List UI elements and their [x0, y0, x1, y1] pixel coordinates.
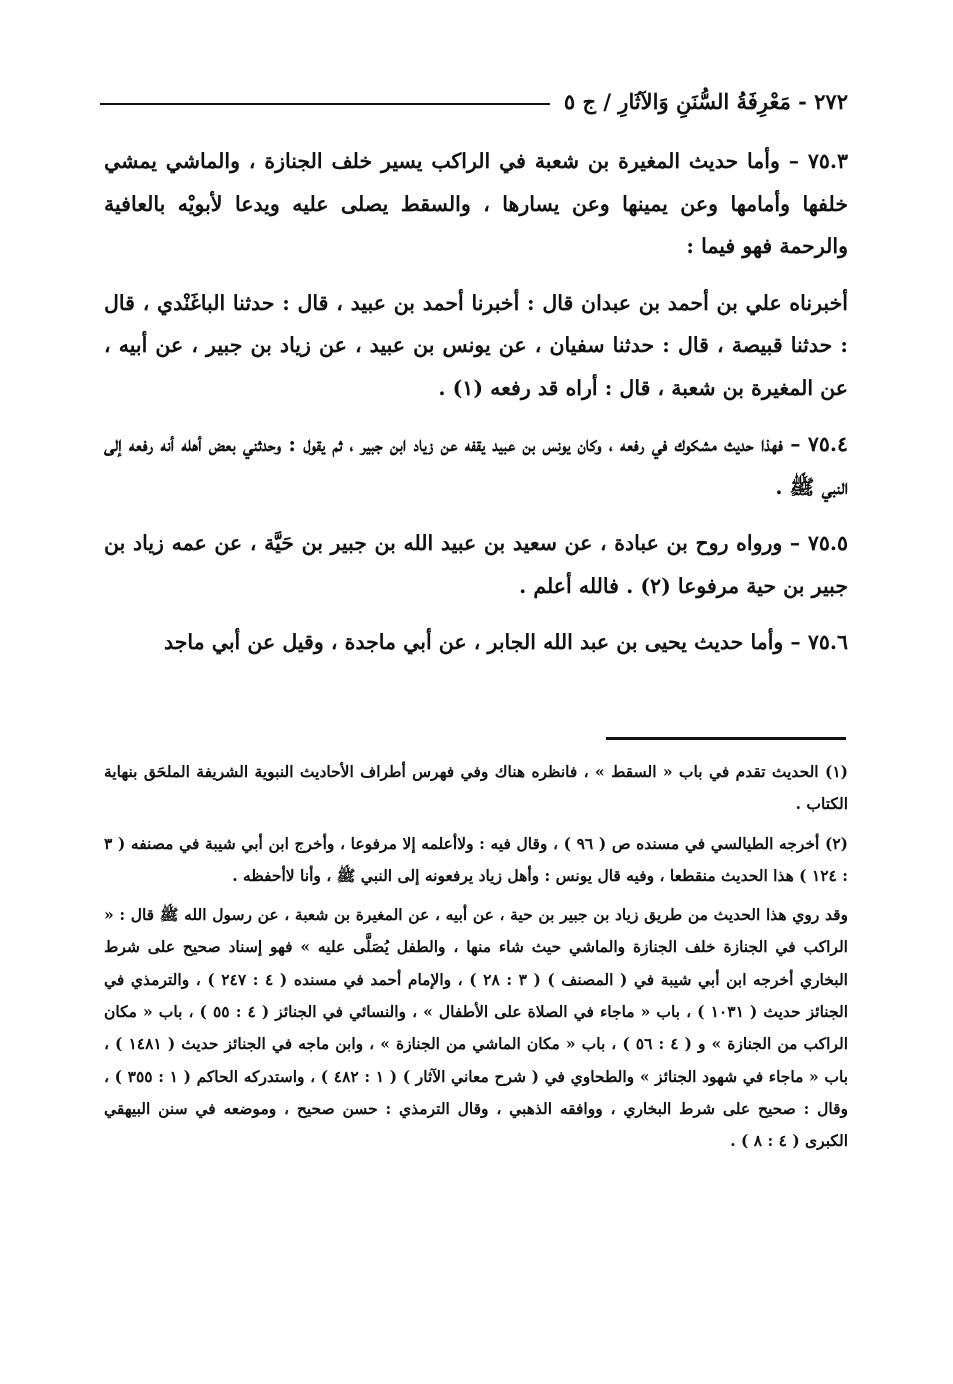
paragraph-isnad: أخبرناه علي بن أحمد بن عبدان قال : أخبرنا أحمد بن عبيد ، قال : حدثنا الباغَنْدي ، قال : حدثنا قبيصة ، قال : حدثنا سفيان ، عن يونس بن عبيد ، عن زياد بن جبير ، عن أبيه ، عن المغيرة بن شعبة ، قال : أراه قد رفعه (١) .	[104, 290, 848, 400]
header-rule	[100, 103, 550, 105]
paragraph-75-4: ٧٥.٤ – فهذا حديث مشكوك في رفعه ، وكان يونس بن عبيد يقفه عن زياد ابن جبير ، ثم يقول : وحدثني بعض أهله أنه رفعه إلى النبي ﷺ .	[104, 432, 848, 499]
header-title: ٢٧٢ - مَعْرِفَةُ السُّنَنِ وَالآثَارِ / ج ٥	[563, 88, 848, 114]
footnote-2-continued: وقد روي هذا الحديث من طريق زياد بن جبير بن حية ، عن أبيه ، عن المغيرة بن شعبة ، عن رسول الله ﷺ قال : « الراكب في الجنازة خلف الجنازة والماشي حيث شاء منها ، والطفل يُصَلَّى عليه » فهو إسناد صحيح على شرط البخاري أخرجه ابن أبي شيبة في ( المصنف ) ( ٣ : ٢٨ ) ، والإمام أحمد في مسنده ( ٤ : ٢٤٧ ) ، والترمذي في الجنائز حديث ( ١٠٣١ ) ، باب « ماجاء في الصلاة على الأطفال » ، والنسائي في الجنائز ( ٤ : ٥٥ ) ، باب « مكان الراكب من الجنازة » و ( ٤ : ٥٦ ) ، باب « مكان الماشي من الجنازة » ، وابن ماجه في الجنائز حديث ( ١٤٨١ ) ، باب « ماجاء في شهود الجنائز » والطحاوي في ( شرح معاني الآثار ) ( ١ : ٤٨٢ ) ، واستدركه الحاكم ( ١ : ٣٥٥ ) ، وقال : صحيح على شرط البخاري ، ووافقه الذهبي ، وقال الترمذي : حسن صحيح ، وموضعه في سنن البيهقي الكبرى ( ٤ : ٨ ) .	[104, 905, 849, 1151]
main-text	[104, 140, 848, 678]
paragraph-75-5: ٧٥.٥ – ورواه روح بن عبادة ، عن سعيد بن عبيد الله بن جبير بن حَيَّة ، عن عمه زياد بن جبير بن حية مرفوعا (٢) . فالله أعلم .	[104, 531, 848, 598]
footnote-1: (١) الحديث تقدم في باب « السقط » ، فانظره هناك وفي فهرس أطراف الأحاديث النبوية الشريفة الملحَق بنهاية الكتاب .	[104, 762, 848, 814]
footnotes	[104, 756, 848, 1165]
running-header	[100, 80, 848, 122]
footnote-separator	[606, 737, 846, 740]
footnote-2: (٢) أخرجه الطيالسي في مسنده ص ( ٩٦ ) ، وقال فيه : ولاأعلمه إلا مرفوعا ، وأخرج ابن أبي شيبة في مصنفه ( ٣ : ١٢٤ ) هذا الحديث منقطعا ، وفيه قال يونس : وأهل زياد يرفعونه إلى النبي ﷺ ، وأنا لاأحفظه .	[104, 833, 848, 885]
paragraph-75-6: ٧٥.٦ – وأما حديث يحيى بن عبد الله الجابر ، عن أبي ماجدة ، وقيل عن أبي ماجد	[163, 630, 848, 654]
paragraph-75-3: ٧٥.٣ – وأما حديث المغيرة بن شعبة في الراكب يسير خلف الجنازة ، والماشي يمشي خلفها وأمامها وعن يمينها وعن يسارها ، والسقط يصلى عليه ويدعا لأبويْه بالعافية والرحمة فهو فيما :	[104, 149, 848, 258]
